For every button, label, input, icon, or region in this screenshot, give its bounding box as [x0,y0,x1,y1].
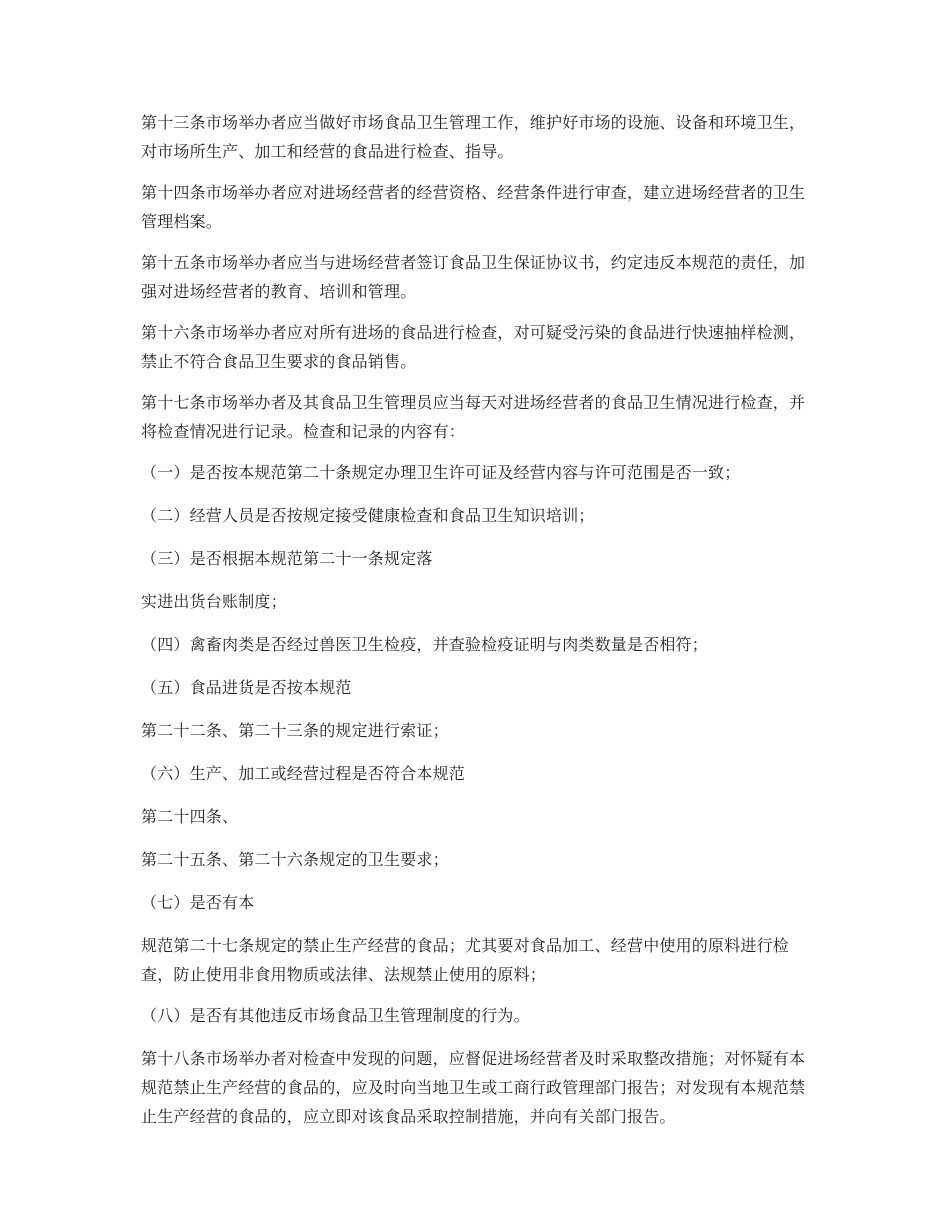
check-item-4: （四）禽畜肉类是否经过兽医卫生检疫，并查验检疫证明与肉类数量是否相符； [141,635,709,654]
check-item-1: （一）是否按本规范第二十条规定办理卫生许可证及经营内容与许可范围是否一致； [141,463,741,482]
check-item-5-cont: 第二十二条、第二十三条的规定进行索证； [141,721,449,740]
check-item-8: （八）是否有其他违反市场食品卫生管理制度的行为。 [141,1006,530,1025]
check-item-7-cont: 规范第二十七条规定的禁止生产经营的食品；尤其要对食品加工、经营中使用的原料进行检查，防止使用非食用物质或法律、法规禁止使用的原料； [141,936,790,984]
document-body [141,108,811,1143]
check-item-6-cont-2: 第二十五条、第二十六条规定的卫生要求； [141,850,449,869]
article-15: 第十五条市场举办者应当与进场经营者签订食品卫生保证协议书，约定违反本规范的责任，加强对进场经营者的教育、培训和管理。 [141,253,806,301]
check-item-3: （三）是否根据本规范第二十一条规定落 [141,549,433,568]
article-13: 第十三条市场举办者应当做好市场食品卫生管理工作，维护好市场的设施、设备和环境卫生，对市场所生产、加工和经营的食品进行检查、指导。 [141,113,806,161]
article-14: 第十四条市场举办者应对进场经营者的经营资格、经营条件进行审查，建立进场经营者的卫生管理档案。 [141,183,806,231]
check-item-5: （五）食品进货是否按本规范 [141,678,352,697]
check-item-3-cont: 实进出货台账制度； [141,592,287,611]
article-16: 第十六条市场举办者应对所有进场的食品进行检查，对可疑受污染的食品进行快速抽样检测，禁止不符合食品卫生要求的食品销售。 [141,323,806,371]
article-17: 第十七条市场举办者及其食品卫生管理员应当每天对进场经营者的食品卫生情况进行检查，并将检查情况进行记录。检查和记录的内容有： [141,393,806,441]
check-item-6-cont: 第二十四条、 [141,807,239,826]
check-item-7: （七）是否有本 [141,893,255,912]
check-item-6: （六）生产、加工或经营过程是否符合本规范 [141,764,466,783]
article-18: 第十八条市场举办者对检查中发现的问题，应督促进场经营者及时采取整改措施；对怀疑有本规范禁止生产经营的食品的，应及时向当地卫生或工商行政管理部门报告；对发现有本规范禁止生产经营的食品的，应立即对该食品采取控制措施，并向有关部门报告。 [141,1049,806,1126]
check-item-2: （二）经营人员是否按规定接受健康检查和食品卫生知识培训； [141,506,595,525]
